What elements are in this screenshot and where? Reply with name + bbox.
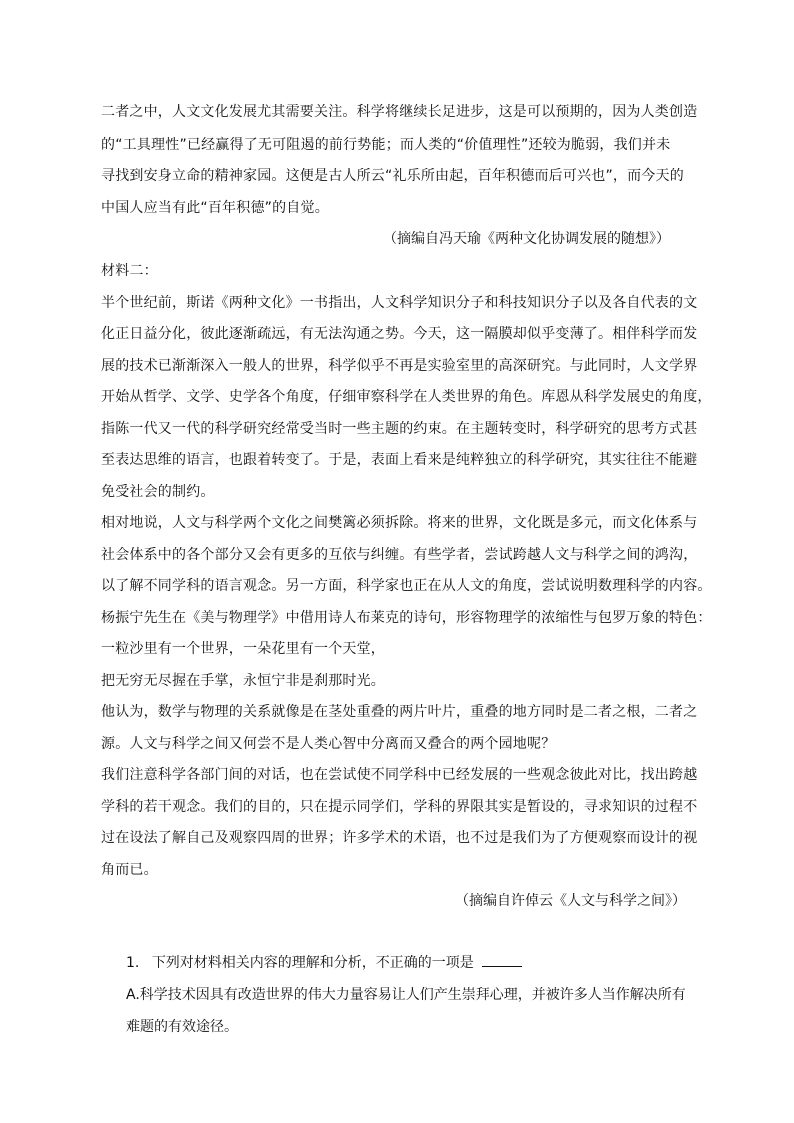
material2-line-4: 开始从哲学、文学、史学各个角度，仔细审察科学在人类世界的角色。库恩从科学发展史的角度，	[101, 389, 712, 405]
material1-source: （摘编自冯天瑜《两种文化协调发展的随想》）	[383, 231, 670, 247]
material1-line-4: 中国人应当有此“百年积德”的自觉。	[101, 200, 329, 216]
material2-line-11: 杨振宁先生在《美与物理学》中借用诗人布莱克的诗句，形容物理学的浓缩性与包罗万象的特色：	[101, 610, 712, 626]
question-1	[126, 953, 522, 972]
material2-line-10: 以了解不同学科的语言观念。另一方面，科学家也正在从人文的角度，尝试说明数理科学的内容。	[101, 578, 712, 594]
material2-line-17: 学科的若干观念。我们的目的，只在提示同学们，学科的界限其实是暂设的，寻求知识的过程不	[101, 799, 698, 815]
question-stem: 下列对材料相关内容的理解和分析，不正确的一项是	[151, 955, 474, 971]
material1-line-3: 寻找到安身立命的精神家园。这便是古人所云“礼乐所由起，百年积德而后可兴也”，而今天的	[101, 168, 684, 184]
material2-line-19: 角而已。	[101, 862, 158, 878]
question-number: 1.	[126, 955, 140, 971]
poem-line-1: 一粒沙里有一个世界，一朵花里有一个天堂，	[101, 641, 385, 657]
material2-line-6: 至表达思维的语言，也跟着转变了。于是，表面上看来是纯粹独立的科学研究，其实往往不能避	[101, 452, 698, 468]
material2-line-14: 他认为，数学与物理的关系就像是在茎处重叠的两片叶片，重叠的地方同时是二者之根，二者之	[101, 704, 698, 720]
material2-line-8: 相对地说，人文与科学两个文化之间樊篱必须拆除。将来的世界，文化既是多元，而文化体系与	[101, 515, 698, 531]
material2-line-9: 社会体系中的各个部分又会有更多的互依与纠缠。有些学者，尝试跨越人文与科学之间的鸿沟，	[101, 547, 698, 563]
material2-line-16: 我们注意科学各部门间的对话，也在尝试使不同学科中已经发展的一些观念彼此对比，找出跨越	[101, 767, 698, 783]
material2-line-15: 源。人文与科学之间又何尝不是人类心智中分离而又叠合的两个园地呢？	[101, 736, 556, 752]
answer-blank[interactable]	[482, 953, 522, 967]
material2-line-1: 半个世纪前，斯诺《两种文化》一书指出，人文科学知识分子和科技知识分子以及各自代表的文	[101, 295, 698, 311]
material2-line-18: 过在设法了解自己及观察四周的世界；许多学术的术语，也不过是我们为了方便观察而设计的视	[101, 830, 698, 846]
material2-line-7: 免受社会的制约。	[101, 484, 215, 500]
material2-line-3: 展的技术已渐渐深入一般人的世界，科学似乎不再是实验室里的高深研究。与此同时，人文学界	[101, 358, 698, 374]
material2-heading: 材料二：	[101, 263, 158, 279]
material2-line-5: 指陈一代又一代的科学研究经常受当时一些主题的约束。在主题转变时，科学研究的思考方式甚	[101, 421, 698, 437]
option-a-line-1: A.科学技术因具有改造世界的伟大力量容易让人们产生崇拜心理，并被许多人当作解决所有	[126, 987, 686, 1003]
material2-source: （摘编自许倬云《人文与科学之间》）	[455, 893, 686, 909]
poem-line-2: 把无穷无尽握在手掌，永恒宁非是刹那时光。	[101, 673, 385, 689]
material2-line-2: 化正日益分化，彼此逐渐疏远，有无法沟通之势。今天，这一隔膜却似乎变薄了。相伴科学而发	[101, 326, 698, 342]
material1-line-1: 二者之中，人文文化发展尤其需要关注。科学将继续长足进步，这是可以预期的，因为人类创造	[101, 104, 698, 120]
option-a-line-2: 难题的有效途径。	[126, 1019, 238, 1035]
material1-line-2: 的“工具理性”已经赢得了无可阻遏的前行势能；而人类的“价值理性”还较为脆弱，我们并未	[101, 137, 671, 153]
